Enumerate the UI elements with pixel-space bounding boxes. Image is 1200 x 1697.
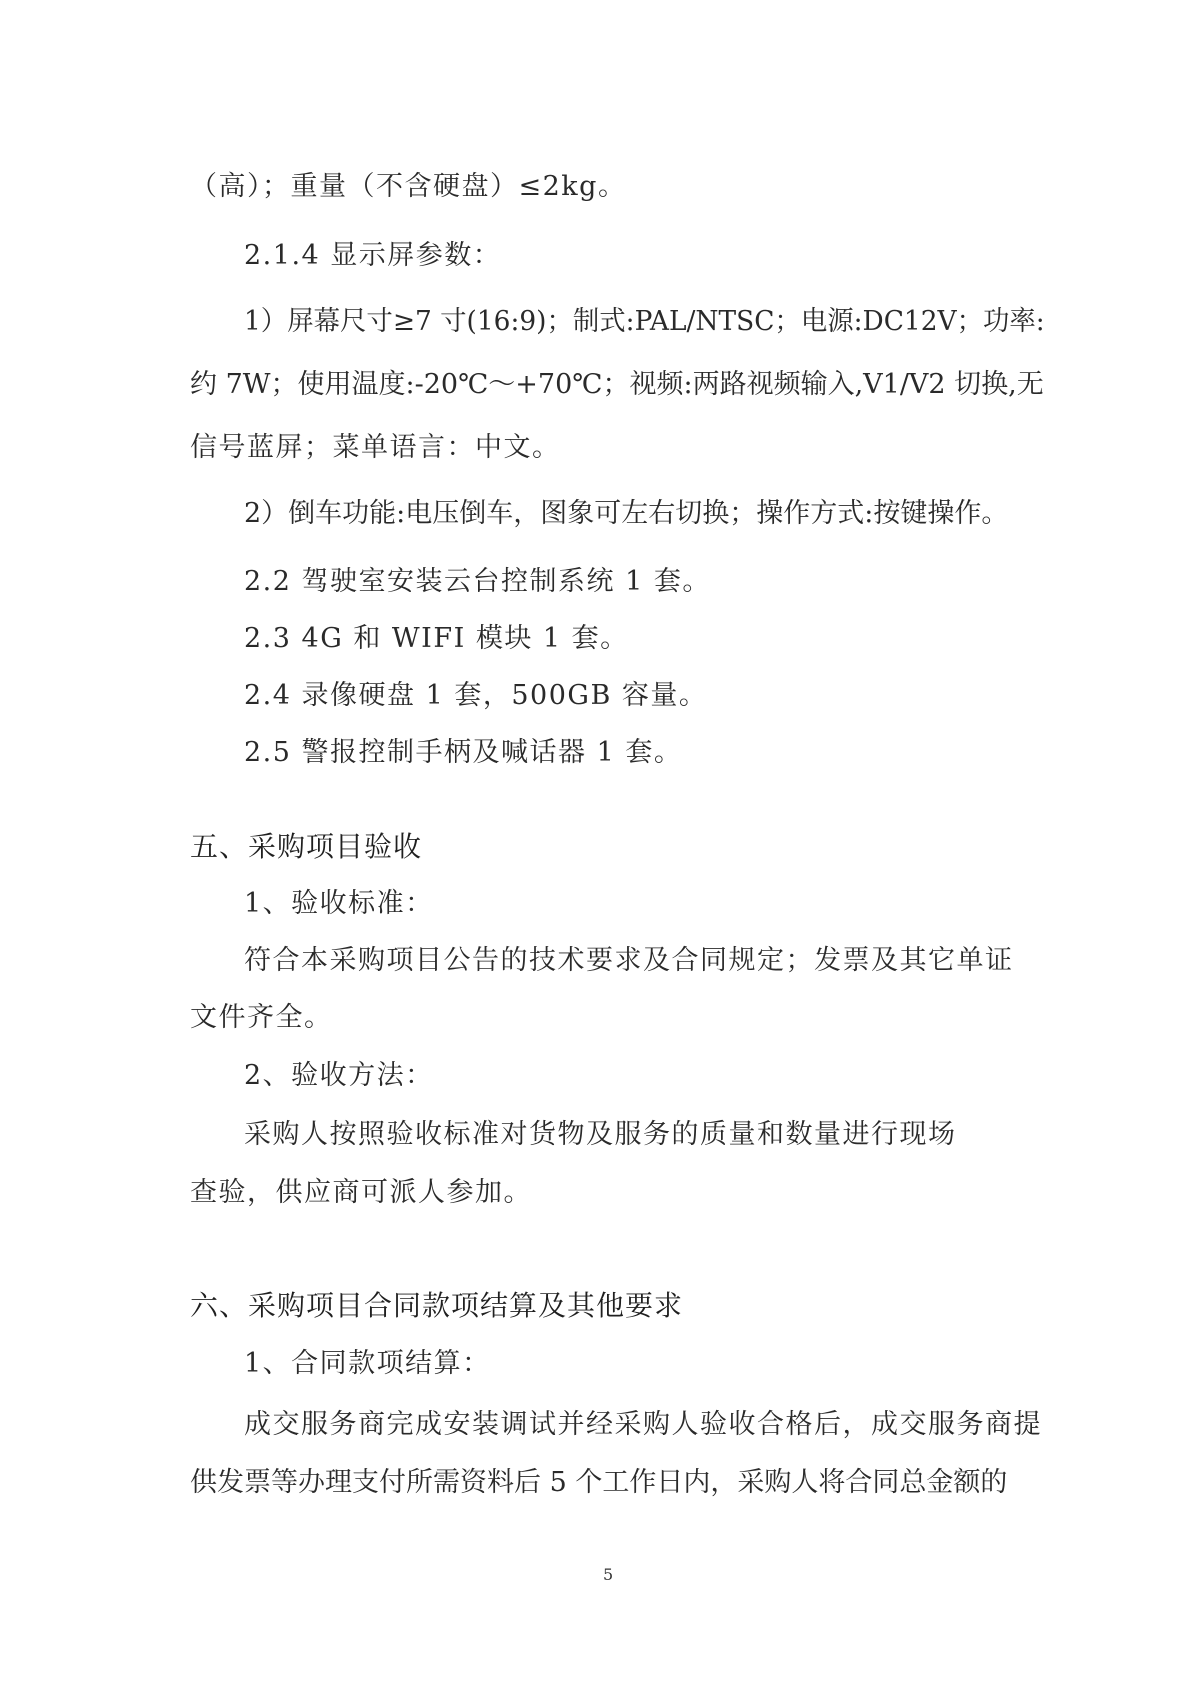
text-line: 供发票等办理支付所需资料后 5 个工作日内，采购人将合同总金额的 (190, 1467, 1008, 1498)
text-line: （高）；重量（不含硬盘）≤2kg。 (190, 171, 627, 202)
subsection-label: 1、验收标准： (244, 888, 434, 919)
text-line: 2.5 警报控制手柄及喊话器 1 套。 (244, 737, 683, 768)
text-line: 成交服务商完成安装调试并经采购人验收合格后，成交服务商提 (244, 1409, 1042, 1440)
text-line: 信号蓝屏；菜单语言：中文。 (190, 432, 561, 463)
section-label: 2.1.4 显示屏参数： (244, 240, 502, 271)
text-line: 采购人按照验收标准对货物及服务的质量和数量进行现场 (244, 1119, 957, 1150)
text-line: 2.3 4G 和 WIFI 模块 1 套。 (244, 623, 629, 654)
section-heading: 六、采购项目合同款项结算及其他要求 (190, 1289, 684, 1322)
text-line: 1）屏幕尺寸≥7 寸(16:9)；制式:PAL/NTSC；电源:DC12V；功率: (244, 306, 1045, 337)
text-line: 文件齐全。 (190, 1002, 333, 1033)
text-line: 2）倒车功能:电压倒车，图象可左右切换；操作方式:按键操作。 (244, 498, 1009, 529)
text-line: 符合本采购项目公告的技术要求及合同规定；发票及其它单证 (244, 945, 1014, 976)
text-line: 2.2 驾驶室安装云台控制系统 1 套。 (244, 566, 711, 597)
text-line: 查验，供应商可派人参加。 (190, 1177, 532, 1208)
section-heading: 五、采购项目验收 (190, 830, 423, 863)
page-number: 5 (603, 1565, 614, 1584)
subsection-label: 2、验收方法： (244, 1060, 434, 1091)
subsection-label: 1、合同款项结算： (244, 1348, 491, 1379)
text-line: 约 7W；使用温度:-20℃～+70℃；视频:两路视频输入,V1/V2 切换,无 (190, 369, 1044, 400)
text-line: 2.4 录像硬盘 1 套，500GB 容量。 (244, 680, 708, 711)
